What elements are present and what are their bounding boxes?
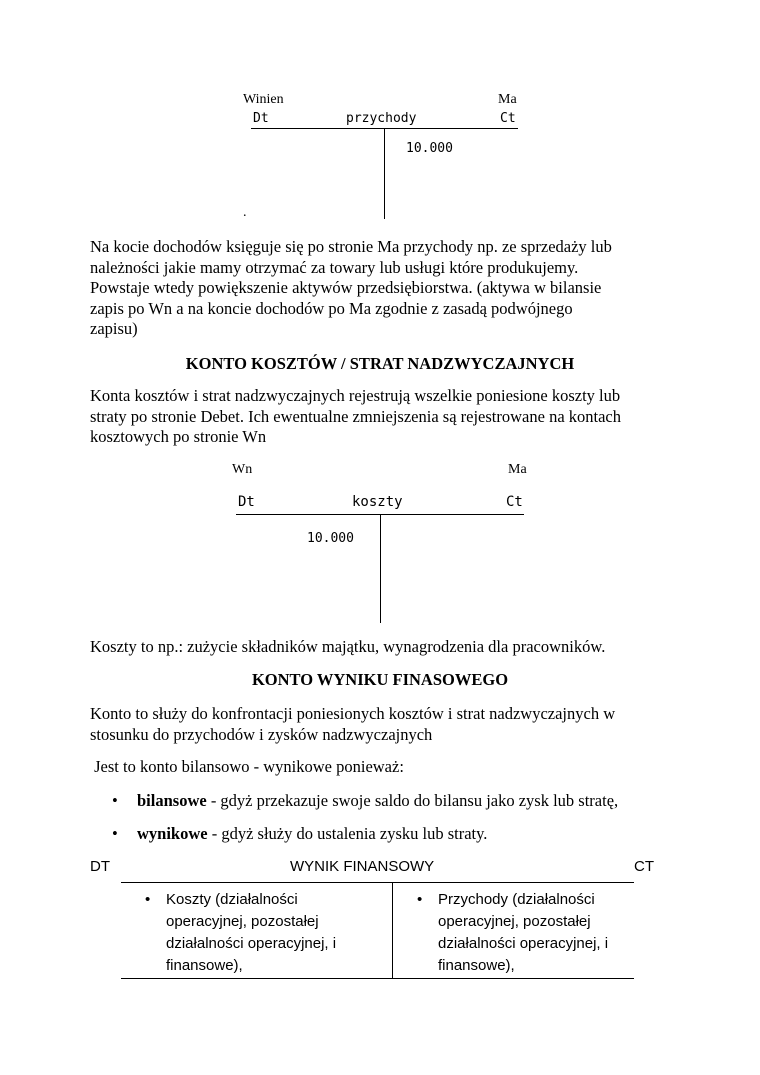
paragraph-line: Konta kosztów i strat nadzwyczajnych rejestrują wszelkie poniesione koszty lub (90, 386, 621, 405)
taccount-dt-label: Dt (238, 494, 255, 510)
cell-line: Koszty (działalności (166, 891, 298, 908)
cell-line: operacyjnej, pozostałej (166, 913, 319, 930)
cell-line: operacyjnej, pozostałej (438, 913, 591, 930)
bullet-item-bilansowe (137, 791, 697, 812)
cell-line: Przychody (działalności (438, 891, 595, 908)
bullet-text: - gdyż służy do ustalenia zysku lub straty. (207, 824, 488, 843)
taccount-right-top-label: Ma (498, 92, 517, 107)
wynik-title: WYNIK FINANSOWY (290, 858, 435, 875)
paragraph-line: należności jakie mamy otrzymać za towary lub usługi które produkujemy. (90, 257, 579, 277)
taccount-right-top-label: Ma (508, 462, 527, 477)
paragraph-line: zapis po Wn a na koncie dochodów po Ma zgodnie z zasadą podwójnego (90, 298, 573, 318)
taccount-value: 10.000 (406, 141, 453, 156)
paragraph-bilansowo-wynikowe: Jest to konto bilansowo - wynikowe ponieważ: (90, 757, 404, 776)
wynik-divider-line (392, 882, 393, 978)
wynik-ct-label: CT (634, 858, 654, 875)
paragraph-koszty-np: Koszty to np.: zużycie składników majątku, wynagrodzenia dla pracowników. (90, 637, 606, 656)
paragraph-line: zapisu) (90, 319, 138, 338)
wynik-right-cell (438, 889, 633, 977)
bullet-bold-term: bilansowe (137, 791, 207, 810)
heading-konto-kosztow: KONTO KOSZTÓW / STRAT NADZWYCZAJNYCH (185, 354, 575, 373)
taccount-left-top-label: Winien (243, 92, 284, 107)
paragraph-koszty (90, 386, 680, 448)
paragraph-line: Na kocie dochodów księguje się po stronie Ma przychody np. ze sprzedaży lub (90, 237, 612, 256)
paragraph-line: Powstaje wtedy powiększenie aktywów przedsiębiorstwa. (aktywa w bilansie (90, 278, 602, 297)
wynik-dt-label: DT (90, 858, 110, 875)
taccount-left-top-label: Wn (232, 462, 253, 477)
taccount-dt-label: Dt (253, 111, 269, 126)
bullet-marker: • (112, 824, 118, 843)
paragraph-line: kosztowych po stronie Wn (90, 427, 267, 446)
cell-line: finansowe), (166, 957, 243, 974)
taccount-ct-label: Ct (506, 494, 523, 510)
paragraph-line: straty po stronie Debet. Ich ewentualne zmniejszenia są rejestrowane na kontach (90, 406, 621, 426)
wynik-left-cell (166, 889, 386, 977)
paragraph-wynik (90, 704, 680, 745)
taccount-title: koszty (352, 494, 403, 510)
taccount-ct-label: Ct (500, 111, 516, 126)
paragraph-line: stosunku do przychodów i zysków nadzwyczajnych (90, 724, 433, 744)
taccount-dot: . (243, 205, 247, 220)
cell-line: finansowe), (438, 957, 515, 974)
heading-konto-wyniku: KONTO WYNIKU FINASOWEGO (251, 670, 509, 689)
bullet-marker: • (112, 791, 118, 810)
bullet-marker: • (145, 891, 151, 908)
bullet-item-wynikowe (137, 824, 697, 845)
cell-line: działalności operacyjnej, i (166, 935, 337, 952)
bullet-text: - gdyż przekazuje swoje saldo do bilansu jako zysk lub stratę, (206, 791, 619, 810)
taccount-divider-line (384, 128, 385, 219)
bullet-marker: • (417, 891, 423, 908)
taccount-value: 10.000 (307, 531, 354, 546)
taccount-divider-line (380, 514, 381, 623)
paragraph-dochody (90, 237, 680, 340)
taccount-title: przychody (346, 111, 417, 126)
wynik-bottom-line (121, 978, 634, 979)
paragraph-line: Konto to służy do konfrontacji poniesionych kosztów i strat nadzwyczajnych w (90, 704, 616, 723)
wynik-top-line (121, 882, 634, 883)
bullet-bold-term: wynikowe (137, 824, 208, 843)
cell-line: działalności operacyjnej, i (438, 935, 609, 952)
